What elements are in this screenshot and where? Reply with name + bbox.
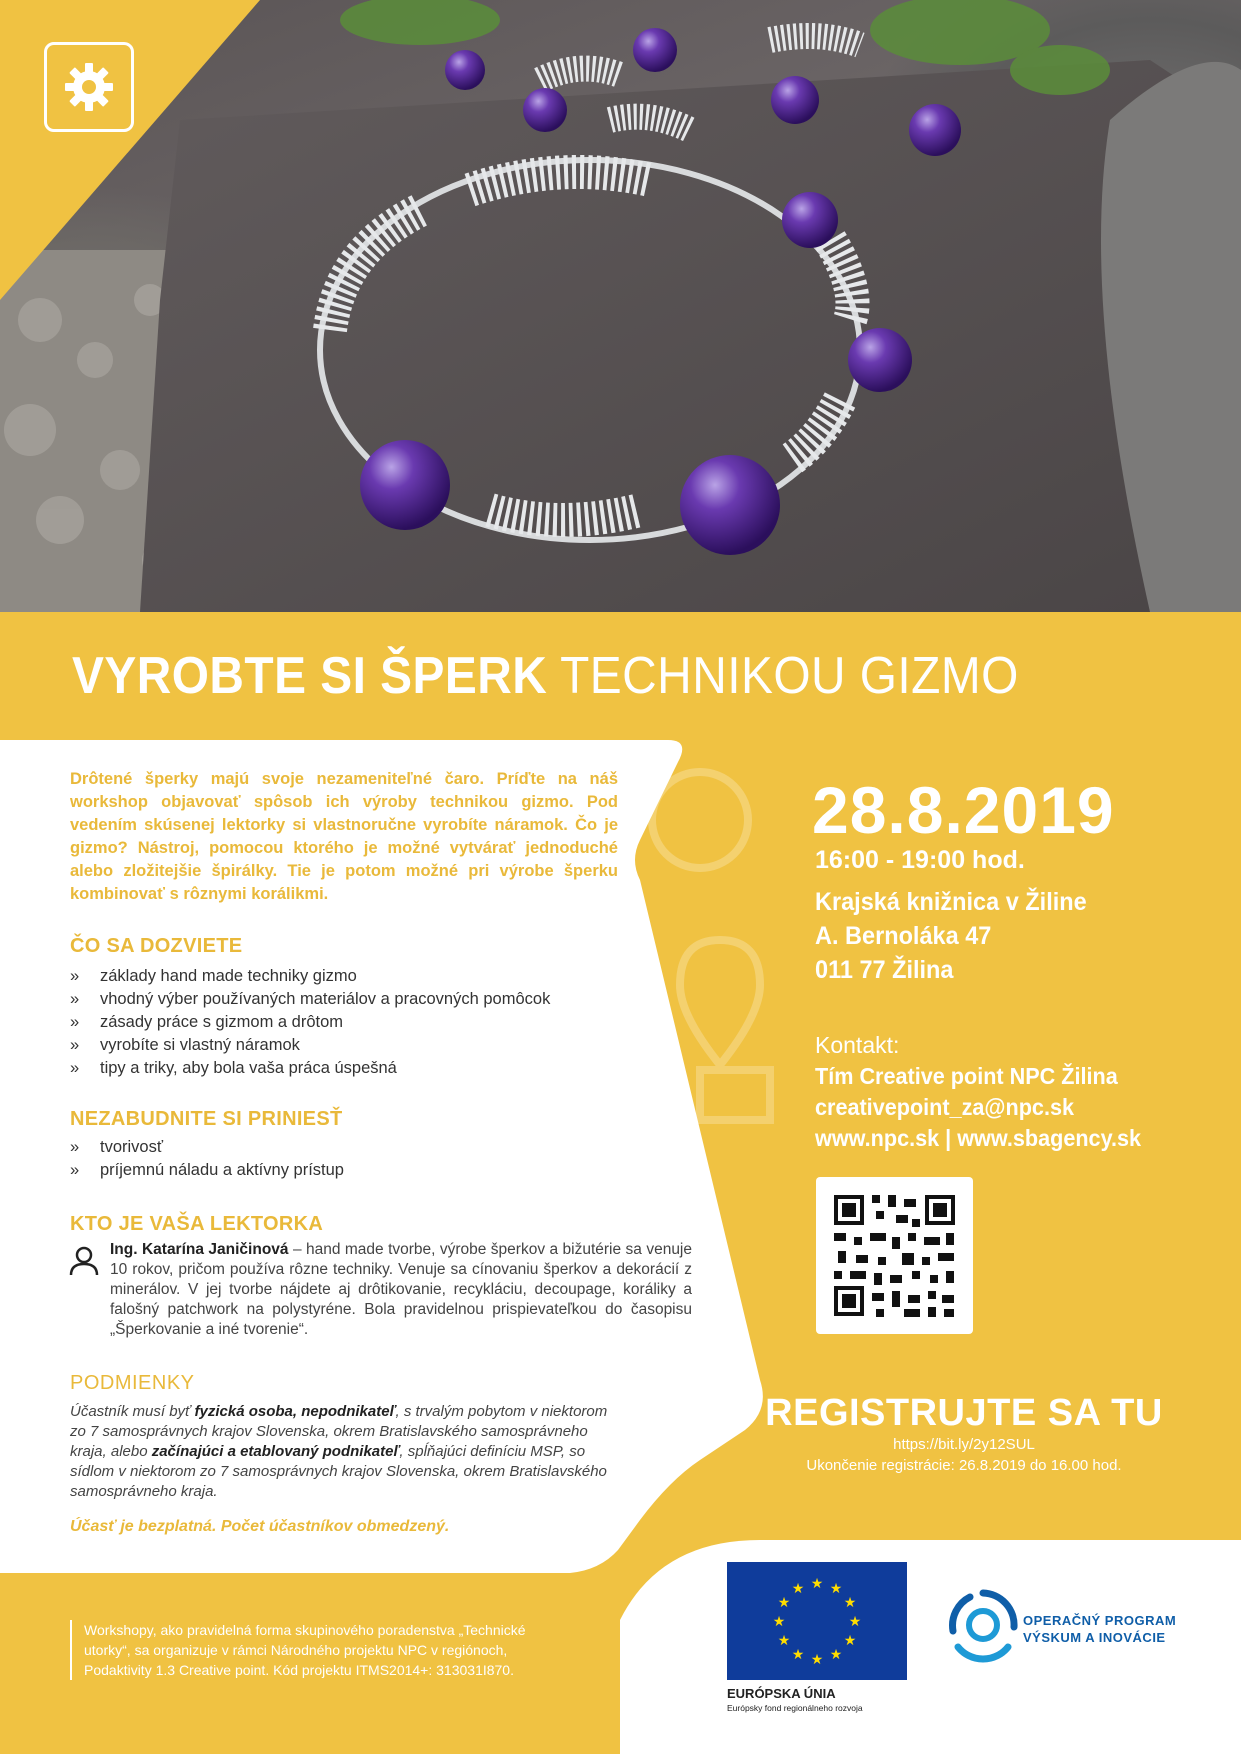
list-item: » základy hand made techniky gizmo xyxy=(70,965,630,988)
lector-heading: KTO JE VAŠA LEKTORKA xyxy=(70,1213,324,1235)
list-item: » vhodný výber používaných materiálov a pracovných pomôcok xyxy=(70,988,630,1011)
bullet: » xyxy=(70,1161,80,1179)
list-item: » vyrobíte si vlastný náramok xyxy=(70,1034,630,1057)
register-deadline: Ukončenie registrácie: 26.8.2019 do 16.00 hod. xyxy=(806,1457,1122,1474)
svg-text:★: ★ xyxy=(777,1595,791,1611)
list-item: » zásady práce s gizmom a drôtom xyxy=(70,1011,630,1034)
svg-text:★: ★ xyxy=(843,1633,857,1649)
title-regular: TECHNIKOU GIZMO xyxy=(547,647,1019,705)
title-band xyxy=(0,612,1241,740)
logo-box xyxy=(44,42,134,132)
svg-text:★: ★ xyxy=(848,1614,862,1630)
svg-text:★: ★ xyxy=(810,1652,824,1668)
svg-text:★: ★ xyxy=(791,1647,805,1663)
svg-text:★: ★ xyxy=(791,1581,805,1597)
learn-heading: ČO SA DOZVIETE xyxy=(70,935,243,957)
svg-text:★: ★ xyxy=(772,1614,786,1630)
intro-text: Drôtené šperky majú svoje nezameniteľné čaro. Príďte na náš workshop objavovať spôsob ich výroby technikou gizmo. Pod vedením skúsenej lektorky si vlastnoručne vyrobíte náramok. Čo je gizmo? Nástroj, pomocou ktorého je možné vytvárať jednoduché alebo zložitejšie špirálky. Tie je potom možné pri výrobe šperku kombinovať s rôznymi korálikmi. xyxy=(70,770,618,903)
qr-code[interactable] xyxy=(816,1177,973,1334)
lector-bio xyxy=(110,1240,692,1340)
register-cta[interactable]: REGISTRUJTE SA TU xyxy=(765,1392,1163,1434)
eu-label: EURÓPSKA ÚNIA xyxy=(727,1686,836,1701)
svg-text:★: ★ xyxy=(777,1633,791,1649)
list-item: » príjemnú náladu a aktívny prístup xyxy=(70,1159,630,1182)
svg-text:★: ★ xyxy=(810,1576,824,1592)
contact-email[interactable]: creativepoint_za@npc.sk xyxy=(815,1094,1074,1120)
contact-block xyxy=(815,1061,1141,1154)
op-logo-icon xyxy=(948,1585,1018,1665)
free-participation-note: Účasť je bezplatná. Počet účastníkov obmedzený. xyxy=(70,1518,450,1535)
svg-text:★: ★ xyxy=(843,1595,857,1611)
event-time: 16:00 - 19:00 hod. xyxy=(815,846,1025,874)
bullet: » xyxy=(70,1013,80,1031)
hero-photo xyxy=(0,0,1241,612)
person-icon xyxy=(68,1245,100,1277)
list-item: » tipy a triky, aby bola vaša práca úspešná xyxy=(70,1057,630,1080)
bullet: » xyxy=(70,1036,80,1054)
eu-sublabel: Európsky fond regionálneho rozvoja xyxy=(727,1703,863,1713)
bullet: » xyxy=(70,967,80,985)
svg-text:★: ★ xyxy=(829,1581,843,1597)
eu-stars-icon xyxy=(727,1562,907,1680)
bullet: » xyxy=(70,1138,80,1156)
contact-web[interactable]: www.npc.sk | www.sbagency.sk xyxy=(815,1125,1142,1151)
event-venue: Krajská knižnica v Žiline A. Bernoláka 47 011 77 Žilina xyxy=(815,888,1087,984)
footer-note: Workshopy, ako pravidelná forma skupinového poradenstva „Technické utorky“, sa organizuje v rámci Národného projektu NPC v regiónoch, Podaktivity 1.3 Creative point. Kód projektu ITMS2014+: 313031I870. xyxy=(70,1620,540,1680)
event-date: 28.8.2019 xyxy=(812,773,1115,847)
register-url[interactable]: https://bit.ly/2y12SUL xyxy=(893,1436,1035,1453)
lector-name: Ing. Katarína Janičinová xyxy=(110,1241,289,1258)
op-text: OPERAČNÝ PROGRAM VÝSKUM A INOVÁCIE xyxy=(1023,1613,1177,1645)
gear-icon xyxy=(63,61,115,113)
lector-text: – hand made tvorbe, výrobe šperkov a bižutérie sa venuje 10 rokov, pričom používa rôzne techniky. Venuje sa cínovaniu šperkov a dekorácií z minerálov. V jej tvorbe nájdete aj drôtikovanie, recykláciu, decoupage, koráliky a falošný patchwork na polystyréne. Bola pravidelnou prispievateľkou do časopisu „Šperkovanie a iné tvorenie“. xyxy=(110,1241,692,1338)
eu-flag xyxy=(727,1562,907,1680)
title-bold: VYROBTE SI ŠPERK xyxy=(72,647,548,705)
contact-team: Tím Creative point NPC Žilina xyxy=(815,1063,1118,1089)
bullet: » xyxy=(70,990,80,1008)
learn-list xyxy=(70,965,630,1080)
bullet: » xyxy=(70,1059,80,1077)
conditions-heading: PODMIENKY xyxy=(70,1372,195,1394)
contact-label: Kontakt: xyxy=(815,1032,900,1058)
page-title xyxy=(72,646,1019,706)
conditions-text: Účastník musí byť fyzická osoba, nepodnikateľ, s trvalým pobytom v niektorom zo 7 samosprávnych krajov Slovenska, okrem Bratislavského samosprávneho kraja, alebo začínajúci a etablovaný podnikateľ, spĺňajúci definíciu MSP, so sídlom v niektorom zo 7 samosprávnych krajov Slovenska, okrem Bratislavského samosprávneho kraja. xyxy=(70,1403,608,1500)
list-item: » tvorivosť xyxy=(70,1136,630,1159)
bring-list xyxy=(70,1136,630,1182)
bring-heading: NEZABUDNITE SI PRINIESŤ xyxy=(70,1108,343,1130)
svg-text:★: ★ xyxy=(829,1647,843,1663)
qr-code-icon xyxy=(816,1177,973,1334)
